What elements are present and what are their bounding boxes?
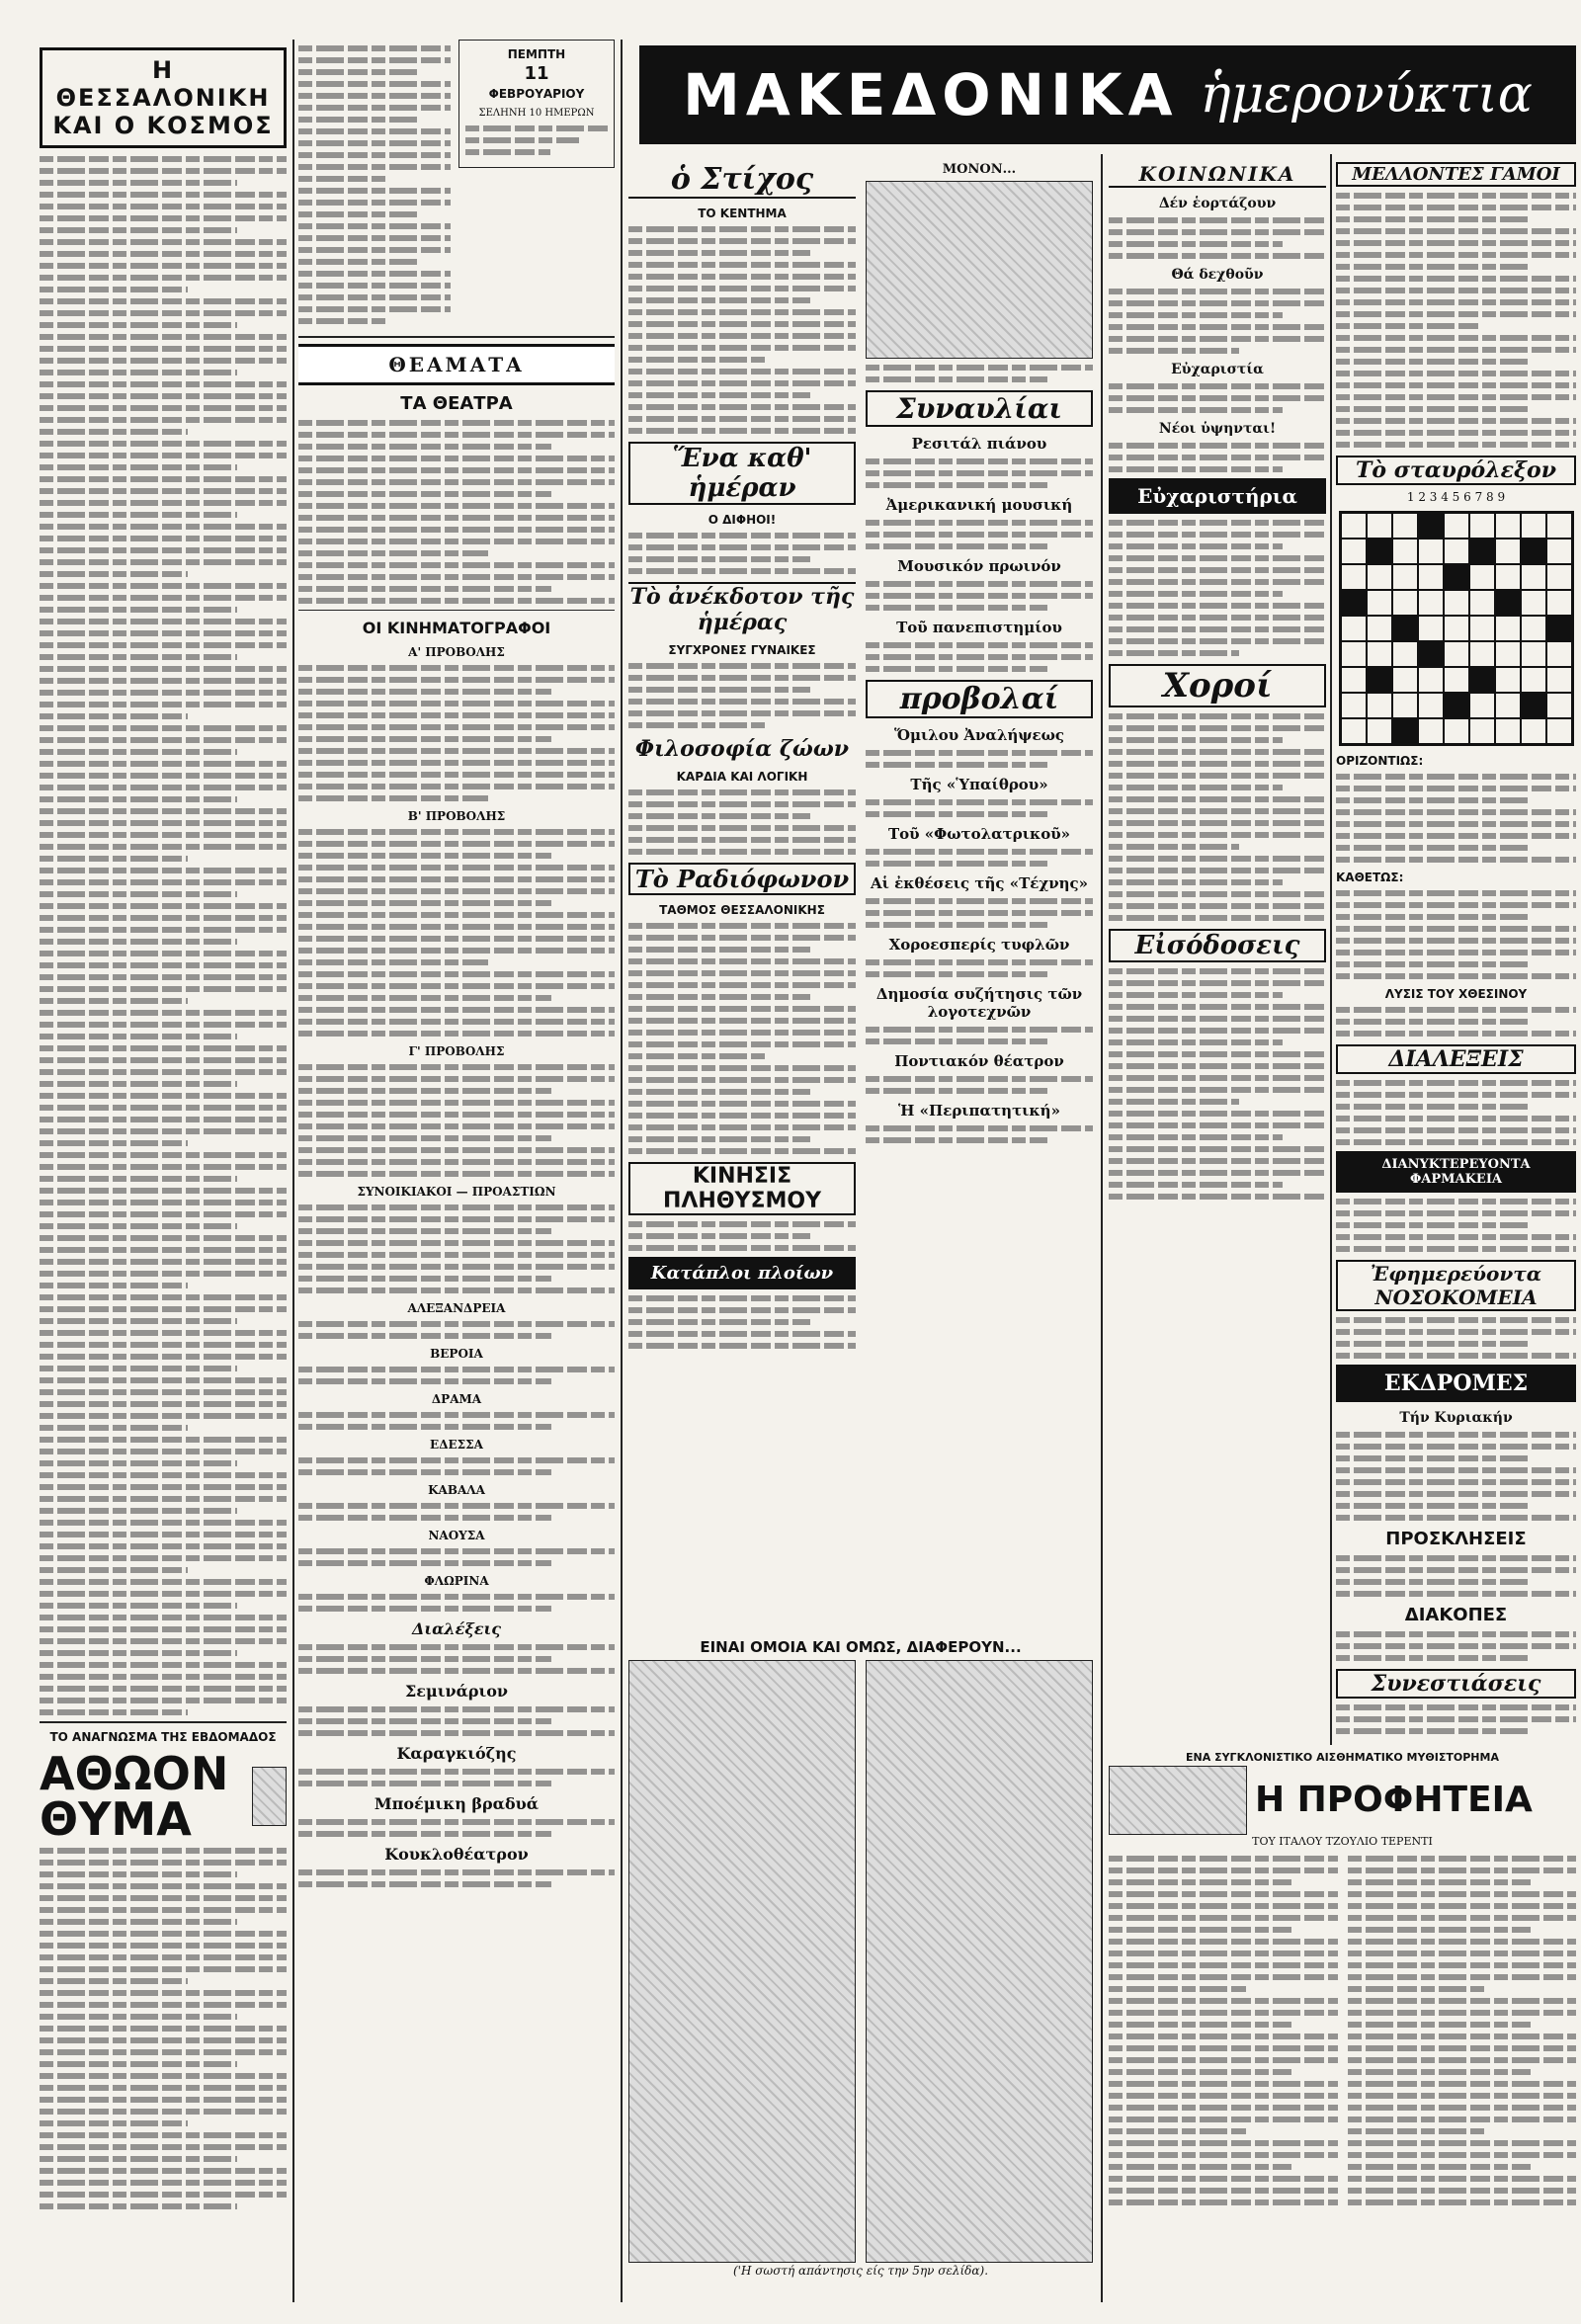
first-run: Α' ΠΡΟΒΟΛΗΣ bbox=[408, 645, 505, 659]
mellontes-header: ΜΕΛΛΟΝΤΕΣ ΓΑΜΟΙ bbox=[1336, 162, 1576, 187]
efxaristia: Εὐχαριστία bbox=[1171, 362, 1264, 377]
koukla-header: Κουκλοθέατρον bbox=[384, 1845, 529, 1864]
xoroi-header: Χοροί bbox=[1109, 664, 1326, 707]
ploia-header: Κατάπλοι πλοίων bbox=[628, 1257, 856, 1289]
orizontios: ΟΡΙΖΟΝΤΙΩΣ: bbox=[1336, 754, 1424, 769]
radio-header: Τὸ Ραδιόφωνον bbox=[628, 863, 856, 895]
col2-left-body bbox=[298, 40, 451, 330]
lysis: ΛΥΣΙΣ ΤΟΥ ΧΘΕΣΙΝΟΥ bbox=[1384, 987, 1528, 1002]
sygxrones-header: ΣΥΓΧΡΟΝΕΣ ΓΥΝΑΙΚΕΣ bbox=[668, 643, 816, 657]
crossword-grid bbox=[1339, 511, 1574, 746]
date-box bbox=[458, 40, 615, 168]
month: ΦΕΒΡΟΥΑΡΙΟΥ bbox=[488, 87, 585, 102]
section-title-line2: ΚΑΙ Ο ΚΟΣΜΟΣ bbox=[52, 112, 274, 139]
efxaristiria-header: Εὐχαριστήρια bbox=[1109, 478, 1326, 514]
city-1: ΑΛΕΞΑΝΔΡΕΙΑ bbox=[407, 1301, 506, 1315]
section-banner bbox=[639, 45, 1576, 144]
panepistimion-header: Τοῦ πανεπιστημίου bbox=[896, 619, 1062, 636]
cinemas-header: ΟΙ ΚΙΝΗΜΑΤΟΓΡΑΦΟΙ bbox=[362, 619, 551, 637]
synestiaseis-header: Συνεστιάσεις bbox=[1336, 1669, 1576, 1699]
continuous-header: ΣΥΝΟΙΚΙΑΚΟΙ — ΠΡΟΑΣΤΙΩΝ bbox=[357, 1185, 556, 1199]
ekdromes-header: ΕΚΔΡΟΜΕΣ bbox=[1336, 1365, 1576, 1402]
column-4 bbox=[866, 154, 1093, 1626]
novel-title: Η ΠΡΟΦΗΤΕΙΑ bbox=[1255, 1780, 1533, 1821]
anekdota-header: Τὸ ἀνέκδοτον τῆς ἡμέρας bbox=[629, 584, 855, 635]
column-1 bbox=[40, 40, 287, 2302]
stixos-header: ὁ Στίχος bbox=[628, 162, 856, 199]
section-title-line1: Η ΘΕΣΣΑΛΟΝΙΚΗ bbox=[55, 56, 271, 112]
banner-word-2: ἡμερονύκτια bbox=[1200, 65, 1533, 124]
synaulia-header: Συναυλίαι bbox=[866, 390, 1093, 427]
second-run: Β' ΠΡΟΒΟΛΗΣ bbox=[407, 809, 506, 823]
stavrolexo-header: Τὸ σταυρόλεξον bbox=[1336, 456, 1576, 485]
column-2 bbox=[298, 40, 615, 2302]
tha-dexthoun: Θά δεχθοῦν bbox=[1171, 267, 1264, 283]
city-3: ΔΡΑΜΑ bbox=[431, 1392, 482, 1406]
story-title: ΑΘΩΟΝ ΘΥΜΑ bbox=[40, 1747, 229, 1847]
amerikaniki-header: Ἀμερικανική μουσική bbox=[885, 496, 1073, 514]
xoroesperis-header: Χοροεσπερίς τυφλῶν bbox=[888, 936, 1070, 954]
cartoon-title: ΕΙΝΑΙ ΟΜΟΙΑ ΚΑΙ ΟΜΩΣ, ΔΙΑΦΕΡΟΥΝ... bbox=[700, 1638, 1022, 1656]
prosklhseis-header: ΠΡΟΣΚΛΗΣΕΙΣ bbox=[1385, 1529, 1527, 1550]
novel-author: ΤΟΥ ΙΤΑΛΟΥ ΤΖΟΥΛΙΟ ΤΕΡΕΝΤΙ bbox=[1252, 1834, 1433, 1848]
article-body bbox=[40, 156, 287, 1715]
story-body bbox=[40, 1848, 287, 2209]
cartoon-top bbox=[866, 181, 1093, 359]
peripatitiki-header: Ἡ «Περιπατητική» bbox=[898, 1102, 1060, 1120]
grid-numbers: 1 2 3 4 5 6 7 8 9 bbox=[1406, 490, 1506, 504]
city-6: ΝΑΟΥΣΑ bbox=[428, 1529, 485, 1542]
cartoon-left bbox=[628, 1660, 856, 2263]
cartoon-right bbox=[866, 1660, 1093, 2263]
lectures-header: Διαλέξεις bbox=[411, 1619, 502, 1638]
neoi: Νέοι ὑψηνται! bbox=[1158, 421, 1277, 437]
nosokomeia-header: Ἐφημερεύοντα ΝΟΣΟΚΟΜΕΙΑ bbox=[1336, 1260, 1576, 1311]
city-2: ΒΕΡΟΙΑ bbox=[430, 1347, 483, 1361]
moon: ΣΕΛΗΝΗ 10 ΗΜΕΡΩΝ bbox=[478, 107, 595, 119]
column-5 bbox=[1109, 154, 1326, 1745]
koinonika-header: ΚΟΙΝΩΝΙΚΑ bbox=[1109, 162, 1326, 188]
kyriaki: Τήν Κυριακήν bbox=[1399, 1410, 1513, 1427]
fotoattika-header: Τοῦ «Φωτολατρικοῦ» bbox=[887, 825, 1071, 843]
theatra-body bbox=[298, 420, 615, 604]
diakopes-header: ΔΙΑΚΟΠΕΣ bbox=[1404, 1605, 1508, 1626]
eisodoseis-header: Εἰσόδοσεις bbox=[1109, 929, 1326, 962]
mousikon-header: Μουσικόν πρωινόν bbox=[897, 557, 1061, 575]
day: ΠΕΜΠΤΗ bbox=[507, 47, 566, 61]
provolai-header: προβολαί bbox=[866, 680, 1093, 718]
third-run: Γ' ΠΡΟΒΟΛΗΣ bbox=[408, 1044, 505, 1058]
novel-block bbox=[1109, 1751, 1576, 2302]
mpoemiki-header: Μποέμικη βραδυά bbox=[374, 1794, 540, 1813]
story-illustration bbox=[252, 1767, 287, 1826]
date-num: 11 bbox=[524, 63, 549, 85]
ekthesis-header: Αἱ ἐκθέσεις τῆς «Τέχνης» bbox=[870, 874, 1089, 892]
monon-label: ΜΟΝΟΝ... bbox=[942, 162, 1017, 177]
novel-top: ΕΝΑ ΣΥΓΚΛΟΝΙΣΤΙΚΟ ΑΙΣΘΗΜΑΤΙΚΟ ΜΥΘΙΣΤΟΡΗΜΑ bbox=[1186, 1751, 1499, 1764]
seminar-header: Σεμινάριον bbox=[404, 1682, 509, 1701]
kinisis-header: ΚΙΝΗΣΙΣ ΠΛΗΘΥΣΜΟΥ bbox=[628, 1162, 856, 1215]
city-7: ΦΛΩΡΙΝΑ bbox=[424, 1574, 489, 1588]
banner-word-1: ΜΑΚΕΔΟΝΙΚΑ bbox=[683, 61, 1179, 128]
cartoon-note: ('Η σωστή απάντησις είς την 5ην σελίδα). bbox=[732, 2264, 989, 2278]
den-eortazoun: Δέν ἑορτάζουν bbox=[1158, 196, 1277, 211]
city-5: ΚΑΒΑΛΑ bbox=[428, 1483, 485, 1497]
cartoon-block bbox=[628, 1630, 1093, 2302]
city-4: ΕΔΕΣΣΑ bbox=[430, 1438, 483, 1452]
novel-illustration bbox=[1109, 1766, 1247, 1835]
resital-header: Ρεσιτάλ πιάνου bbox=[911, 435, 1047, 453]
pontiakon-header: Ποντιακόν θέατρον bbox=[894, 1052, 1064, 1070]
kathetos: ΚΑΘΕΤΩΣ: bbox=[1336, 871, 1404, 885]
theamata-header: ΘΕΑΜΑΤΑ bbox=[298, 344, 615, 385]
section-title-box bbox=[40, 47, 287, 148]
syzitisis-header: Δημοσία συζήτησις τῶν λογοτεχνῶν bbox=[875, 985, 1083, 1021]
ena-kathimeran-header: Ἕνα καθ' ἡμέραν bbox=[628, 442, 856, 505]
omilos-header: Ὅμιλου Ἀναλήψεως bbox=[893, 726, 1065, 744]
dinvisei: Ο ΔΙΦΗΟΙ! bbox=[707, 513, 777, 527]
weekly-reading-label: ΤΟ ΑΝΑΓΝΩΣΜΑ ΤΗΣ ΕΒΔΟΜΑΔΟΣ bbox=[49, 1730, 277, 1744]
diaggelma-header: ΔΙΑΛΕΞΕΙΣ bbox=[1336, 1044, 1576, 1074]
kentima-header: ΤΟ ΚΕΝΤΗΜΑ bbox=[698, 207, 787, 220]
farmakeia-header: ΔΙΑΝΥΚΤΕΡΕΥΟΝΤΑ ΦΑΡΜΑΚΕΙΑ bbox=[1336, 1151, 1576, 1193]
filosofia-header: Φιλοσοφία ζώων bbox=[634, 736, 850, 762]
column-6 bbox=[1336, 154, 1576, 1745]
theatra-header: ΤΑ ΘΕΑΤΡΑ bbox=[400, 393, 513, 414]
radio-station: ΤΑΘΜΟΣ ΘΕΣΣΑΛΟΝΙΚΗΣ bbox=[659, 903, 825, 917]
karagiozis-header: Καραγκιόζης bbox=[396, 1744, 517, 1763]
ypaithrion-header: Τῆς «Ὑπαίθρου» bbox=[910, 776, 1048, 793]
kardia-header: ΚΑΡΔΙΑ ΚΑΙ ΛΟΓΙΚΗ bbox=[676, 770, 808, 784]
